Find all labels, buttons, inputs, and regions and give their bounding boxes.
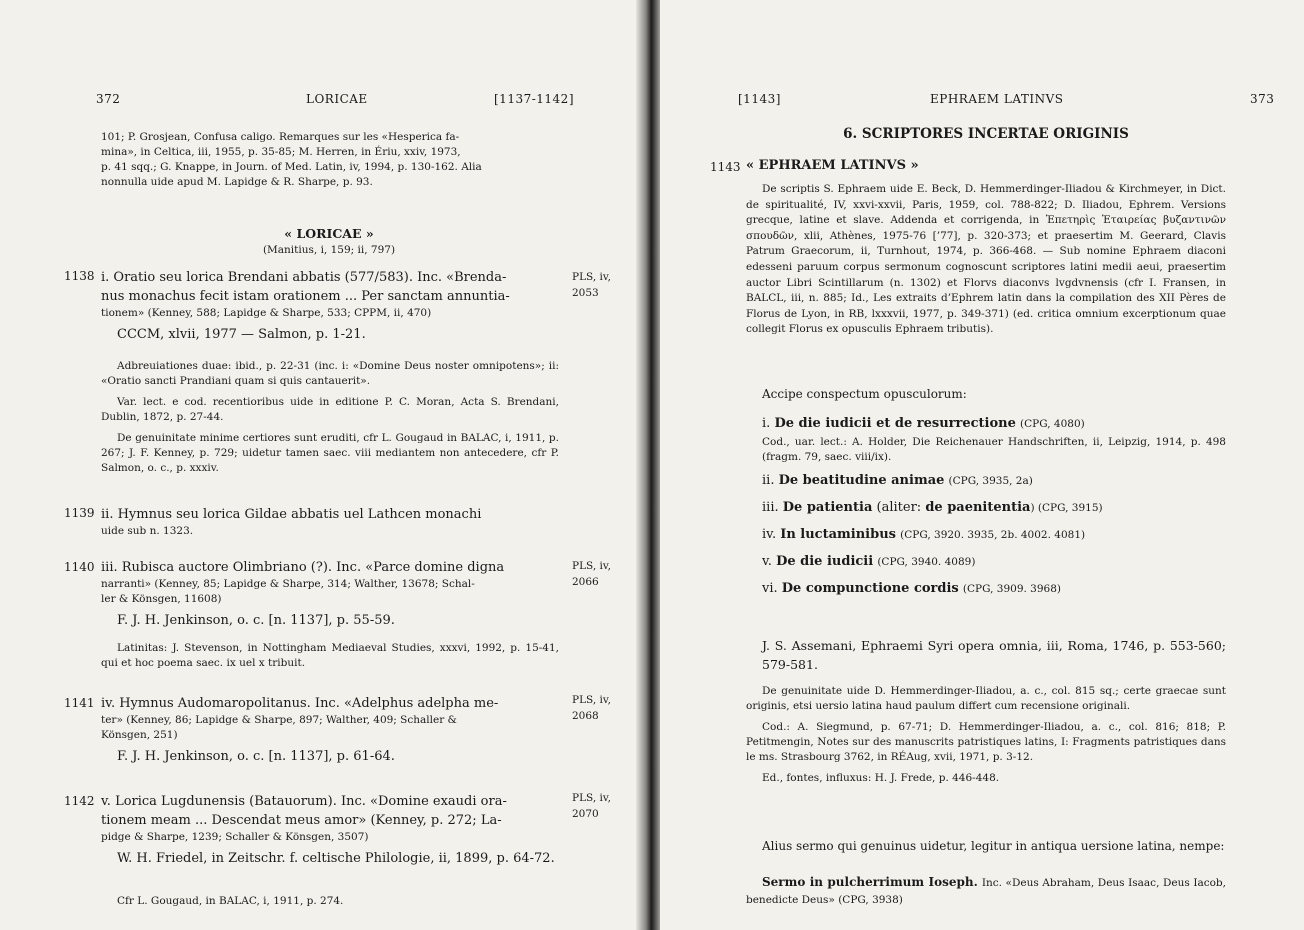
sermo-text: Inc. «Deus Abraham, Deus Isaac, Deus Iacob, benedicte Deus» (CPG, 3938): [746, 877, 1226, 906]
intro-line: p. 41 sqq.; G. Knappe, in Journ. of Med. Latin, iv, 1994, p. 130-162. Alia: [101, 161, 482, 173]
right-range: [1143]: [738, 92, 781, 106]
entry-intro: De scriptis S. Ephraem uide E. Beck, D. Hemmerdinger-Iliadou & Kirchmeyer, in Dict. de spiritualité, IV, xxvi-xxvii, Paris, 1959, col. 788-822; D. Iliadou, Ephrem. Versions grecque, latine et slave. Addenda et corrigenda, in Ἐπετηρὶς Ἑταιρείας βυζαντινῶν σπουδῶν, xlii, Athènes, 1975-76 [’77], p. 320-373; et praesertim M. Geerard, Clavis Patrum Graecorum, ii, Turnhout, 1974, p. 366-468. — Sub nomine Ephraem diaconi edesseni paruum corpus sermonum cognoscunt scriptores latini medii aeui, praesertim auctor Libri Scintillarum (n. 1302) et Florvs diaconvs lvgdvnensis (cfr I. Fransen, in BALCL, iii, n. 885; Id., Les extraits d’Ephrem latin dans la compilation des XII Pères de Florus de Lyon, in RB, lxxxvii, 1977, p. 349-371) (ed. critica omnium excerptionum quae collegit Florus ex opusculis Ephraem tributis).: [746, 183, 1226, 336]
item-title: De die iudicii: [776, 554, 874, 569]
entry-line: tionem meam ... Descendat meus amor» (Kenney, p. 272; La-: [101, 813, 502, 828]
entry-line: pidge & Sharpe, 1239; Schaller & Könsgen, 3507): [101, 831, 369, 843]
side-reference: PLS, iv, 2068: [572, 694, 611, 722]
right-page-number: 373: [1250, 92, 1275, 106]
intro-line: mina», in Celtica, iii, 1955, p. 35-85; M. Herren, in Ériu, xxiv, 1973,: [101, 146, 461, 158]
side-reference: PLS, iv, 2066: [572, 560, 611, 588]
left-page: [0, 0, 640, 930]
item-title: De beatitudine animae: [778, 473, 945, 488]
left-intro: [101, 130, 557, 190]
note: De genuinitate uide D. Hemmerdinger-Iliadou, a. c., col. 815 sq.; certe graecae sunt originis, etsi uersio latina haud paulum differt cum recensione originali.: [746, 685, 1226, 712]
alius-paragraph: Alius sermo qui genuinus uidetur, legitur in antiqua uersione latina, nempe:: [762, 839, 1225, 853]
item-note: Cod., uar. lect.: A. Holder, Die Reichenauer Handschriften, ii, Leipzig, 1914, p. 498 (fragm. 79, saec. viii/ix).: [762, 436, 1226, 463]
entry-title: « EPHRAEM LATINVS »: [746, 158, 919, 173]
item-extra: (aliter:: [876, 500, 922, 515]
section-title: 6. SCRIPTORES INCERTAE ORIGINIS: [843, 126, 1129, 142]
item-label: vi.: [762, 581, 778, 596]
item-label: iii.: [762, 500, 779, 515]
section-title: « LORICAE »: [284, 226, 374, 241]
item-ref: (CPG, 3935, 2a): [948, 475, 1033, 487]
item-ref: (CPG, 3920. 3935, 2b. 4002. 4081): [900, 529, 1086, 541]
left-range: [1137-1142]: [494, 92, 574, 106]
note: De genuinitate minime certiores sunt eruditi, cfr L. Gougaud in BALAC, i, 1911, p. 267; J. F. Kenney, p. 729; uidetur tamen saec. viii mediantem non antecedere, cfr P. Salmon, o. c., p. xxxiv.: [101, 432, 559, 474]
right-notes: [746, 684, 1226, 786]
item-label: iv.: [762, 527, 777, 542]
entry-number: 1141: [64, 696, 95, 710]
list-item: [762, 414, 1226, 433]
entry-1138: [101, 268, 559, 344]
side-reference: PLS, iv, 2070: [572, 792, 611, 820]
note: Adbreuiationes duae: ibid., p. 22-31 (inc. i: «Domine Deus noster omnipotens»; ii: «Oratio sancti Prandiani quam si quis cantauerit».: [101, 360, 559, 387]
entry-line: Könsgen, 251): [101, 729, 178, 741]
left-running-title: LORICAE: [306, 92, 368, 106]
item-title: De compunctione cordis: [781, 581, 959, 596]
entry-number: 1140: [64, 560, 95, 574]
side-reference: PLS, iv, 2053: [572, 271, 611, 299]
list-item: [762, 471, 1226, 490]
entry-1141: [101, 694, 559, 766]
intro-line: nonnulla uide apud M. Lapidge & R. Sharpe, p. 93.: [101, 176, 373, 188]
entry-1140-notes: [101, 641, 559, 671]
item-label: ii.: [762, 473, 775, 488]
entry-line: narranti» (Kenney, 85; Lapidge & Sharpe, 314; Walther, 13678; Schal-: [101, 578, 475, 590]
entry-edition: W. H. Friedel, in Zeitschr. f. celtische Philologie, ii, 1899, p. 64-72.: [117, 851, 555, 866]
list-item: [762, 525, 1226, 544]
item-title: De die iudicii et de resurrectione: [774, 416, 1016, 431]
item-title: De patientia: [782, 500, 873, 515]
entry-1142-notes: [101, 894, 559, 909]
item-label: i.: [762, 416, 771, 431]
item-title: In luctaminibus: [780, 527, 896, 542]
assemani-edition: J. S. Assemani, Ephraemi Syri opera omnia, iii, Roma, 1746, p. 553-560; 579-581.: [762, 638, 1226, 672]
item-label: v.: [762, 554, 772, 569]
entry-line: i. Oratio seu lorica Brendani abbatis (577/583). Inc. «Brenda-: [101, 270, 507, 285]
entry-1139: [101, 505, 559, 539]
left-page-number: 372: [96, 92, 121, 106]
opuscula-list: [762, 414, 1226, 598]
entry-line: v. Lorica Lugdunensis (Batauorum). Inc. «Domine exaudi ora-: [101, 794, 507, 809]
entry-edition: CCCM, xlvii, 1977 — Salmon, p. 1-21.: [117, 327, 366, 342]
entry-line: ter» (Kenney, 86; Lapidge & Sharpe, 897; Walther, 409; Schaller &: [101, 714, 457, 726]
entry-line: ii. Hymnus seu lorica Gildae abbatis uel Lathcen monachi: [101, 507, 482, 522]
entry-number: 1139: [64, 506, 95, 520]
item-title-alt: de paenitentia: [925, 500, 1031, 515]
list-item: [762, 552, 1226, 571]
note: Cod.: A. Siegmund, p. 67-71; D. Hemmerdinger-Iliadou, a. c., col. 816; 818; P. Petitmengin, Notes sur des manuscrits patristiques latins, I: Fragments patristiques dans le ms. Strasbourg 3762, in RÉAug, xvii, 1971, p. 3-12.: [746, 721, 1226, 763]
note: Ed., fontes, influxus: H. J. Frede, p. 446-448.: [762, 772, 1000, 784]
item-ref: (CPG, 4080): [1020, 418, 1085, 430]
sermo-entry: [746, 874, 1226, 908]
item-ref: (CPG, 3909. 3968): [962, 583, 1061, 595]
item-ref: (CPG, 3940. 4089): [877, 556, 976, 568]
entry-number: 1142: [64, 794, 95, 808]
entry-line: uide sub n. 1323.: [101, 525, 194, 537]
item-ref: ) (CPG, 3915): [1030, 502, 1103, 514]
entry-number: 1138: [64, 269, 95, 283]
entry-number: 1143: [710, 160, 741, 174]
list-item: [762, 498, 1226, 517]
list-item: [762, 579, 1226, 598]
note: Cfr L. Gougaud, in BALAC, i, 1911, p. 274.: [117, 895, 344, 907]
entry-line: ler & Könsgen, 11608): [101, 593, 222, 605]
sermo-title: Sermo in pulcherrimum Ioseph.: [762, 875, 978, 889]
entry-line: iii. Rubisca auctore Olimbriano (?). Inc. «Parce domine digna: [101, 560, 505, 575]
accipe-line: Accipe conspectum opusculorum:: [762, 387, 967, 401]
entry-1142: [101, 792, 559, 868]
intro-line: 101; P. Grosjean, Confusa caligo. Remarques sur les «Hesperica fa-: [101, 131, 460, 143]
entry-line: nus monachus fecit istam orationem ... Per sanctam annuntia-: [101, 289, 510, 304]
entry-1140: [101, 558, 559, 630]
note: Var. lect. e cod. recentioribus uide in editione P. C. Moran, Acta S. Brendani, Dublin, 1872, p. 27-44.: [101, 396, 559, 423]
entry-edition: F. J. H. Jenkinson, o. c. [n. 1137], p. 55-59.: [117, 613, 395, 628]
section-subtitle: (Manitius, i, 159; ii, 797): [262, 244, 396, 256]
right-page: [660, 0, 1304, 930]
right-running-title: EPHRAEM LATINVS: [930, 92, 1064, 106]
entry-1138-notes: [101, 359, 559, 476]
note: Latinitas: J. Stevenson, in Nottingham Mediaeval Studies, xxxvi, 1992, p. 15-41, qui et hoc poema saec. ix uel x tribuit.: [101, 642, 559, 669]
entry-edition: F. J. H. Jenkinson, o. c. [n. 1137], p. 61-64.: [117, 749, 395, 764]
entry-line: tionem» (Kenney, 588; Lapidge & Sharpe, 533; CPPM, ii, 470): [101, 307, 432, 319]
entry-line: iv. Hymnus Audomaropolitanus. Inc. «Adelphus adelpha me-: [101, 696, 499, 711]
